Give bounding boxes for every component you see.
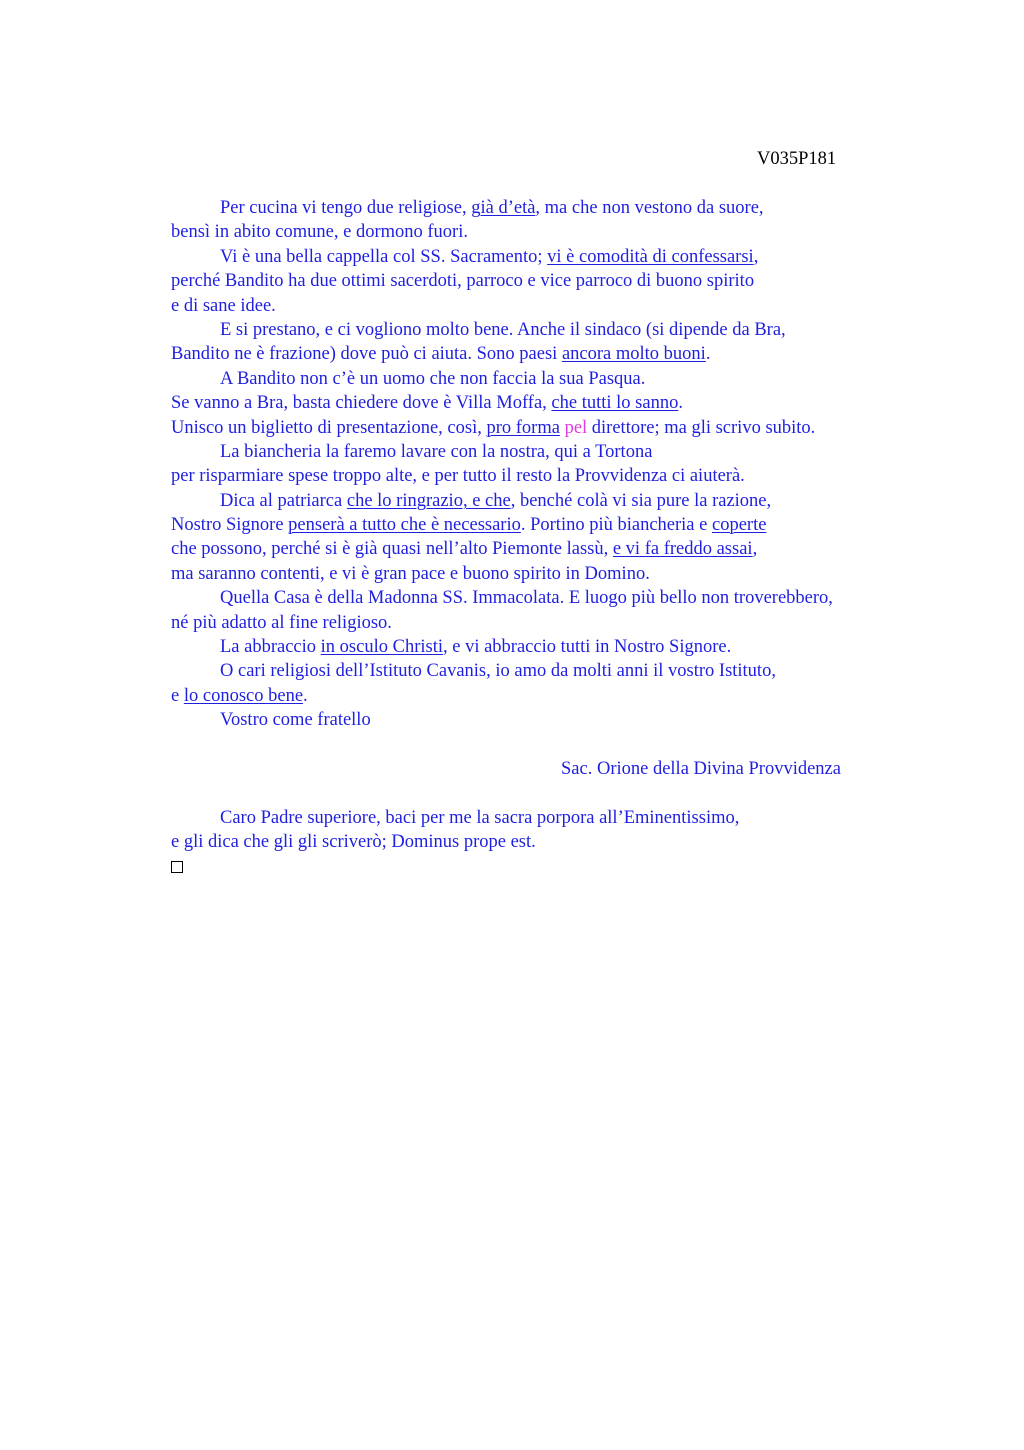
text-segment: direttore; ma gli scrivo subito. xyxy=(587,417,816,438)
text-line xyxy=(171,196,931,220)
text-line xyxy=(171,294,931,318)
text-segment: che possono, perché si è già quasi nell’alto Piemonte lassù, xyxy=(171,539,613,560)
text-line xyxy=(171,416,931,440)
underlined-phrase: che tutti lo sanno xyxy=(551,393,679,414)
blank-line xyxy=(171,733,931,757)
text-segment: Bandito ne è frazione) dove può ci aiuta. Sono paesi xyxy=(171,344,562,365)
text-segment: e di sane idee. xyxy=(171,295,276,316)
empty-box-icon xyxy=(171,861,183,873)
page-id: V035P181 xyxy=(757,149,837,169)
text-segment: bensì in abito comune, e dormono fuori. xyxy=(171,222,468,243)
underlined-phrase: penserà a tutto che è necessario xyxy=(288,515,521,536)
text-line xyxy=(171,562,931,586)
text-line xyxy=(171,391,931,415)
text-segment: A Bandito non c’è un uomo che non faccia la sua Pasqua. xyxy=(220,368,646,389)
underlined-phrase: in osculo Christi xyxy=(320,637,443,658)
text-segment: Vi è una bella cappella col SS. Sacramento; xyxy=(220,246,548,267)
text-segment: . xyxy=(705,344,711,365)
text-segment: e xyxy=(171,685,184,706)
text-line xyxy=(171,830,931,854)
underlined-phrase: pro forma xyxy=(486,417,560,438)
text-line xyxy=(171,245,931,269)
text-segment: . xyxy=(303,685,308,706)
underlined-phrase: lo conosco bene xyxy=(183,685,304,706)
text-segment: . xyxy=(678,393,683,414)
underlined-phrase: già d’età xyxy=(471,198,536,218)
text-segment: La abbraccio xyxy=(220,637,321,658)
text-line xyxy=(171,440,931,464)
text-line xyxy=(171,537,931,561)
highlighted-word: pel xyxy=(564,417,588,438)
underlined-phrase: ancora molto buoni xyxy=(561,344,706,365)
underlined-phrase: vi è comodità di confessarsi xyxy=(547,246,754,267)
text-segment: , xyxy=(753,246,759,267)
text-segment: , e vi abbraccio tutti in Nostro Signore. xyxy=(442,637,732,658)
text-segment: Unisco un biglietto di presentazione, così, xyxy=(171,417,487,438)
text-line xyxy=(171,464,931,488)
signature-line xyxy=(171,757,931,781)
text-line xyxy=(171,367,931,391)
text-line xyxy=(171,220,931,244)
letter-body xyxy=(171,196,931,879)
underlined-phrase: coperte xyxy=(711,515,767,536)
text-line xyxy=(171,659,931,683)
text-segment: Caro Padre superiore, baci per me la sacra porpora all’Eminentissimo, xyxy=(220,807,740,828)
text-segment: Per cucina vi tengo due religiose, xyxy=(220,198,472,218)
end-marker-line xyxy=(171,855,931,879)
text-line xyxy=(171,269,931,293)
text-line xyxy=(171,684,931,708)
text-line xyxy=(171,635,931,659)
text-segment: E si prestano, e ci vogliono molto bene. Anche il sindaco (si dipende da Bra, xyxy=(220,319,786,340)
text-segment: e gli dica che gli gli scriverò; Dominus prope est. xyxy=(171,832,536,853)
text-line xyxy=(171,513,931,537)
blank-line xyxy=(171,781,931,805)
text-segment: Nostro Signore xyxy=(171,515,289,536)
text-segment: né più adatto al fine religioso. xyxy=(171,612,392,633)
text-segment: , ma che non vestono da suore, xyxy=(535,198,764,218)
text-segment: Dica al patriarca xyxy=(220,490,347,511)
text-segment: per risparmiare spese troppo alte, e per tutto il resto la Provvidenza ci aiuterà. xyxy=(171,466,745,487)
text-line xyxy=(171,611,931,635)
text-line xyxy=(171,708,931,732)
text-line xyxy=(171,806,931,830)
text-segment: , benché colà vi sia pure la razione, xyxy=(510,490,772,511)
text-line xyxy=(171,586,931,610)
text-segment: Se vanno a Bra, basta chiedere dove è Villa Moffa, xyxy=(171,393,552,414)
text-segment: O cari religiosi dell’Istituto Cavanis, io amo da molti anni il vostro Istituto, xyxy=(220,661,776,682)
underlined-phrase: e vi fa freddo assai xyxy=(612,539,753,560)
text-line xyxy=(171,489,931,513)
text-segment: perché Bandito ha due ottimi sacerdoti, parroco e vice parroco di buono spirito xyxy=(171,271,755,292)
text-segment: . Portino più biancheria e xyxy=(520,515,712,536)
text-segment: Sac. Orione della Divina Provvidenza xyxy=(561,758,841,779)
text-segment: ma saranno contenti, e vi è gran pace e buono spirito in Domino. xyxy=(171,563,650,584)
underlined-phrase: che lo ringrazio, e che xyxy=(346,490,511,511)
text-segment: La biancheria la faremo lavare con la nostra, qui a Tortona xyxy=(220,441,653,462)
text-segment: , xyxy=(752,539,758,560)
text-segment: Vostro come fratello xyxy=(220,710,371,731)
text-line xyxy=(171,342,931,366)
text-segment: Quella Casa è della Madonna SS. Immacolata. E luogo più bello non troverebbero, xyxy=(220,588,833,609)
text-line xyxy=(171,318,931,342)
